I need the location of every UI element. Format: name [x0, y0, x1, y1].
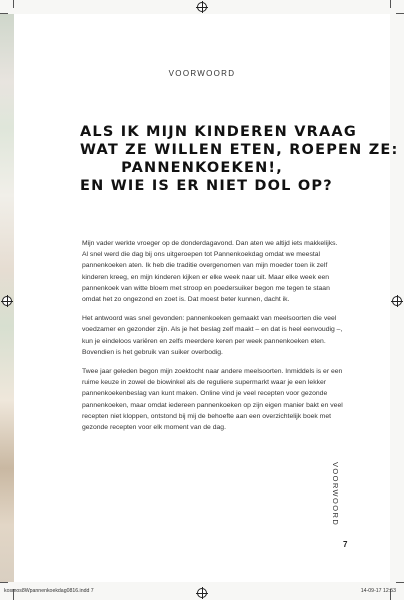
chapter-heading [80, 123, 399, 195]
section-label: VOORWOORD [168, 69, 236, 78]
registration-mark-top [197, 2, 207, 12]
crop-mark [390, 0, 391, 8]
registration-mark-left [2, 296, 12, 306]
slug-filename: kosmos8Wpannenkoekdag0816.indd 7 [4, 588, 94, 594]
heading-line: ALS IK MIJN KINDEREN VRAAG [80, 124, 357, 140]
crop-mark [396, 13, 404, 14]
registration-mark-right [392, 296, 402, 306]
page-number: 7 [343, 540, 348, 549]
registration-mark-bottom [197, 588, 207, 598]
crop-mark [0, 13, 8, 14]
heading-line: EN WIE IS ER NIET DOL OP? [80, 178, 333, 194]
body-text [82, 238, 344, 441]
running-side-label: VOORWOORD [331, 462, 340, 527]
paragraph: Twee jaar geleden begon mijn zoektocht naar andere meelsoorten. Inmiddels is er een ruime keuze in zowel de biowinkel als de reguliere supermarkt waar je een lekker pannenkoekenbeslag van kunt maken. Online vind je veel recepten voor gezonde pannenkoeken, maar omdat iedereen pannenkoeken op zijn eigen manier bakt en veel recepten niet kloppen, ontstond bij mij de behoefte aan een overzichtelijk boek met gezonde recepten voor elk moment van de dag. [82, 368, 343, 432]
crop-mark [0, 582, 8, 583]
slug-timestamp: 14-09-17 12:53 [360, 588, 396, 594]
paragraph: Mijn vader werkte vroeger op de donderdagavond. Dan aten we altijd iets makkelijks. Al snel werd die dag bij ons uitgeroepen tot Pannenkoekdag omdat we meestal pannenkoeken aten. Ik heb die traditie overgenomen van mijn moeder toen ik zelf kinderen kreeg, en mijn kinderen kijken er elke week naar uit. Maar elke week een pannenkoek van witte bloem met stroop en poedersuiker begon me tegen te staan omdat het zo ongezond en zoet is. Dat moest beter kunnen, dacht ik. [82, 240, 338, 304]
crop-mark [396, 582, 404, 583]
heading-line: PANNENKOEKEN!, [121, 160, 283, 176]
paragraph: Het antwoord was snel gevonden: pannenkoeken gemaakt van meelsoorten die veel voedzamer en gezonder zijn. Als je het beslag zelf maakt – en dat is heel eenvoudig –, kun je eindeloos variëren en zelfs meerdere keren per week pannenkoeken eten. Bovendien is het gebruik van suiker overbodig. [82, 315, 343, 356]
crop-mark [13, 0, 14, 8]
heading-line: WAT ZE WILLEN ETEN, ROEPEN ZE: [80, 142, 399, 158]
